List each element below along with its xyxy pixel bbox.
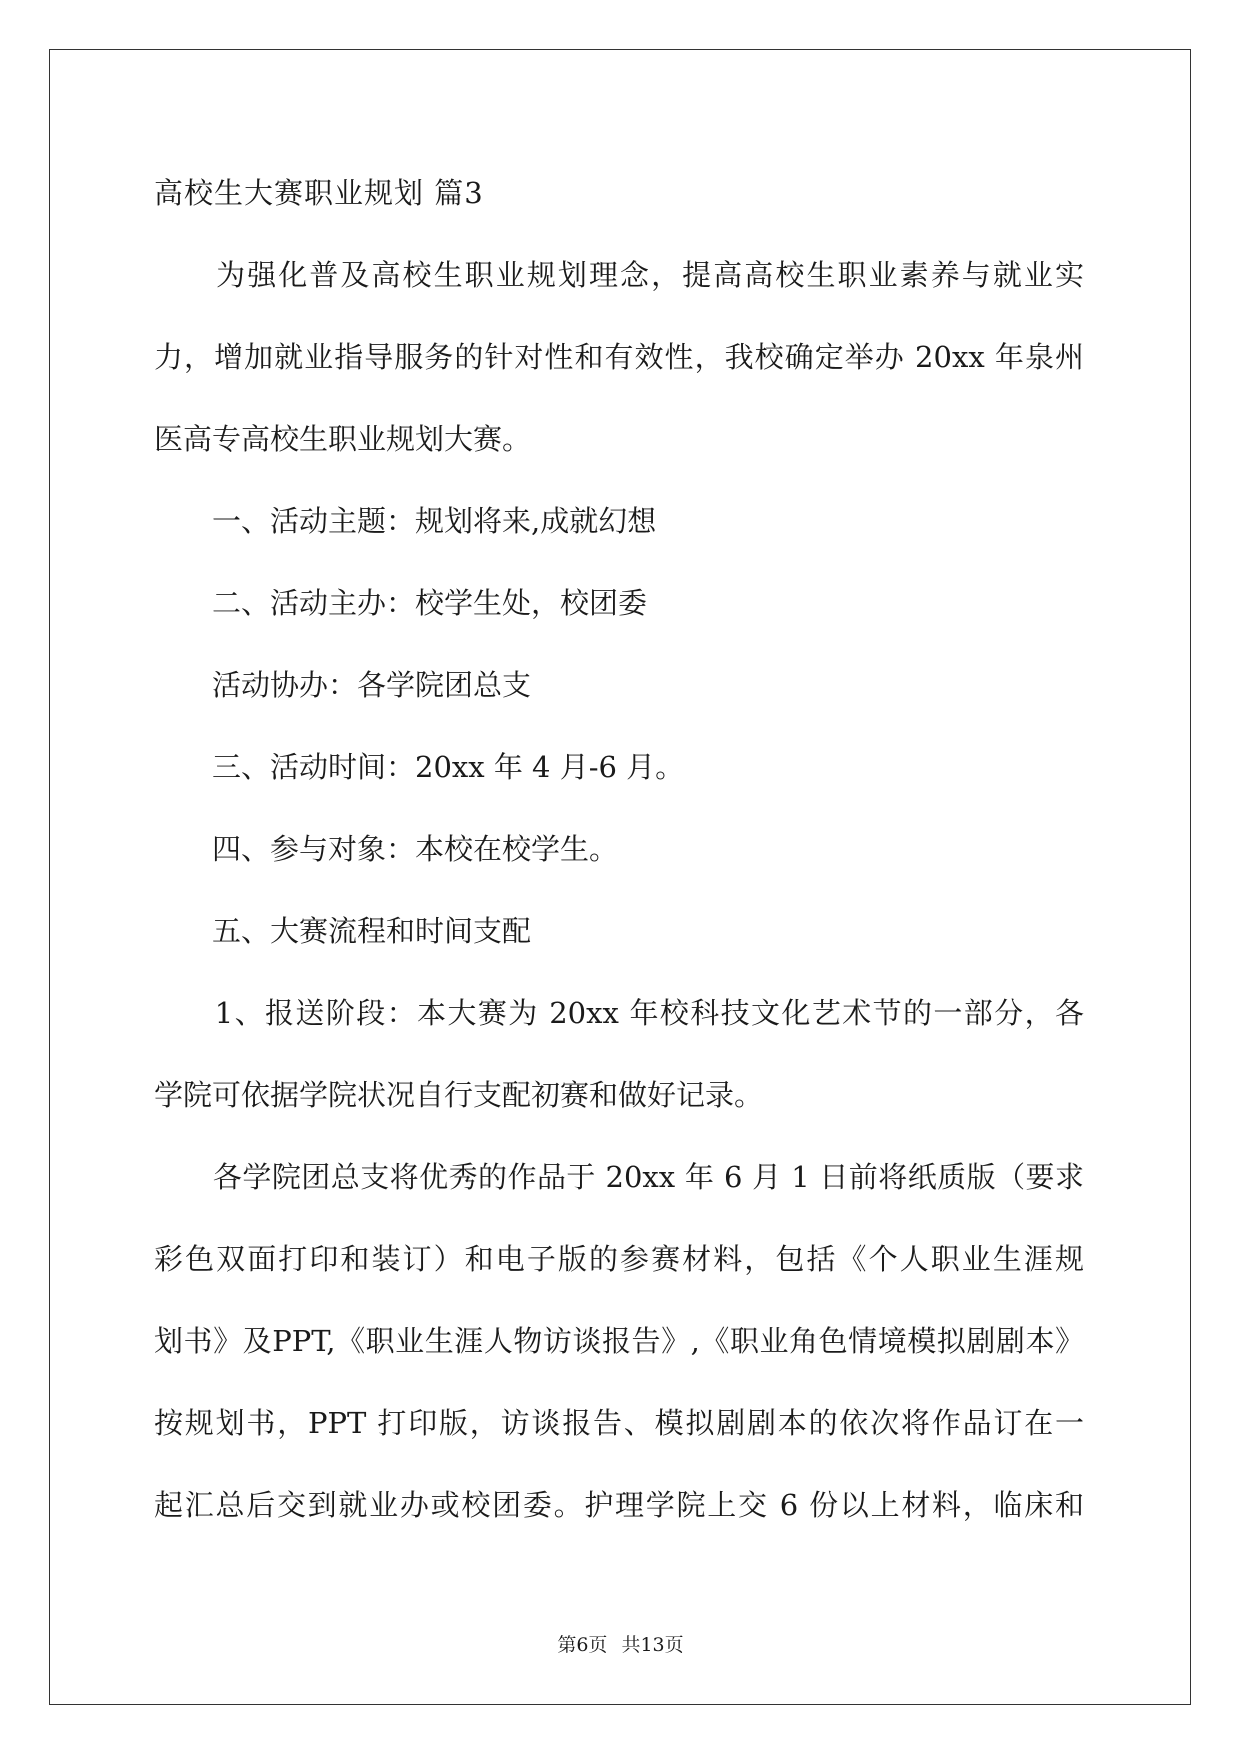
text-line: 彩色双面打印和装订）和电子版的参赛材料，包括《个人职业生涯规 — [154, 1242, 1084, 1276]
document-body — [154, 165, 1084, 1559]
document-heading: 高校生大赛职业规划 篇3 — [154, 176, 484, 210]
text-line: 四、参与对象：本校在校学生。 — [154, 832, 619, 866]
text-line: 起汇总后交到就业办或校团委。护理学院上交 6 份以上材料，临床和 — [154, 1488, 1084, 1522]
text-line: 1、报送阶段：本大赛为 20xx 年校科技文化艺术节的一部分，各 — [154, 996, 1084, 1030]
text-line: 一、活动主题：规划将来,成就幻想 — [154, 504, 657, 538]
page-total: 共13页 — [621, 1634, 684, 1656]
page-number: 第6页 — [557, 1634, 608, 1656]
text-line: 为强化普及高校生职业规划理念，提高高校生职业素养与就业实 — [154, 258, 1084, 292]
text-line: 力，增加就业指导服务的针对性和有效性，我校确定举办 20xx 年泉州 — [154, 340, 1084, 374]
text-line: 划书》及PPT,《职业生涯人物访谈报告》,《职业角色情境模拟剧剧本》 — [154, 1324, 1084, 1358]
text-line: 学院可依据学院状况自行支配初赛和做好记录。 — [154, 1078, 764, 1112]
text-line: 活动协办：各学院团总支 — [154, 668, 532, 702]
text-line: 五、大赛流程和时间支配 — [154, 914, 532, 948]
text-line: 各学院团总支将优秀的作品于 20xx 年 6 月 1 日前将纸质版（要求 — [154, 1160, 1084, 1194]
page-footer — [0, 1630, 1241, 1657]
text-line: 二、活动主办：校学生处，校团委 — [154, 586, 648, 620]
text-line: 医高专高校生职业规划大赛。 — [154, 422, 532, 456]
text-line: 按规划书，PPT 打印版，访谈报告、模拟剧剧本的依次将作品订在一 — [154, 1406, 1084, 1440]
text-line: 三、活动时间：20xx 年 4 月-6 月。 — [154, 750, 685, 784]
